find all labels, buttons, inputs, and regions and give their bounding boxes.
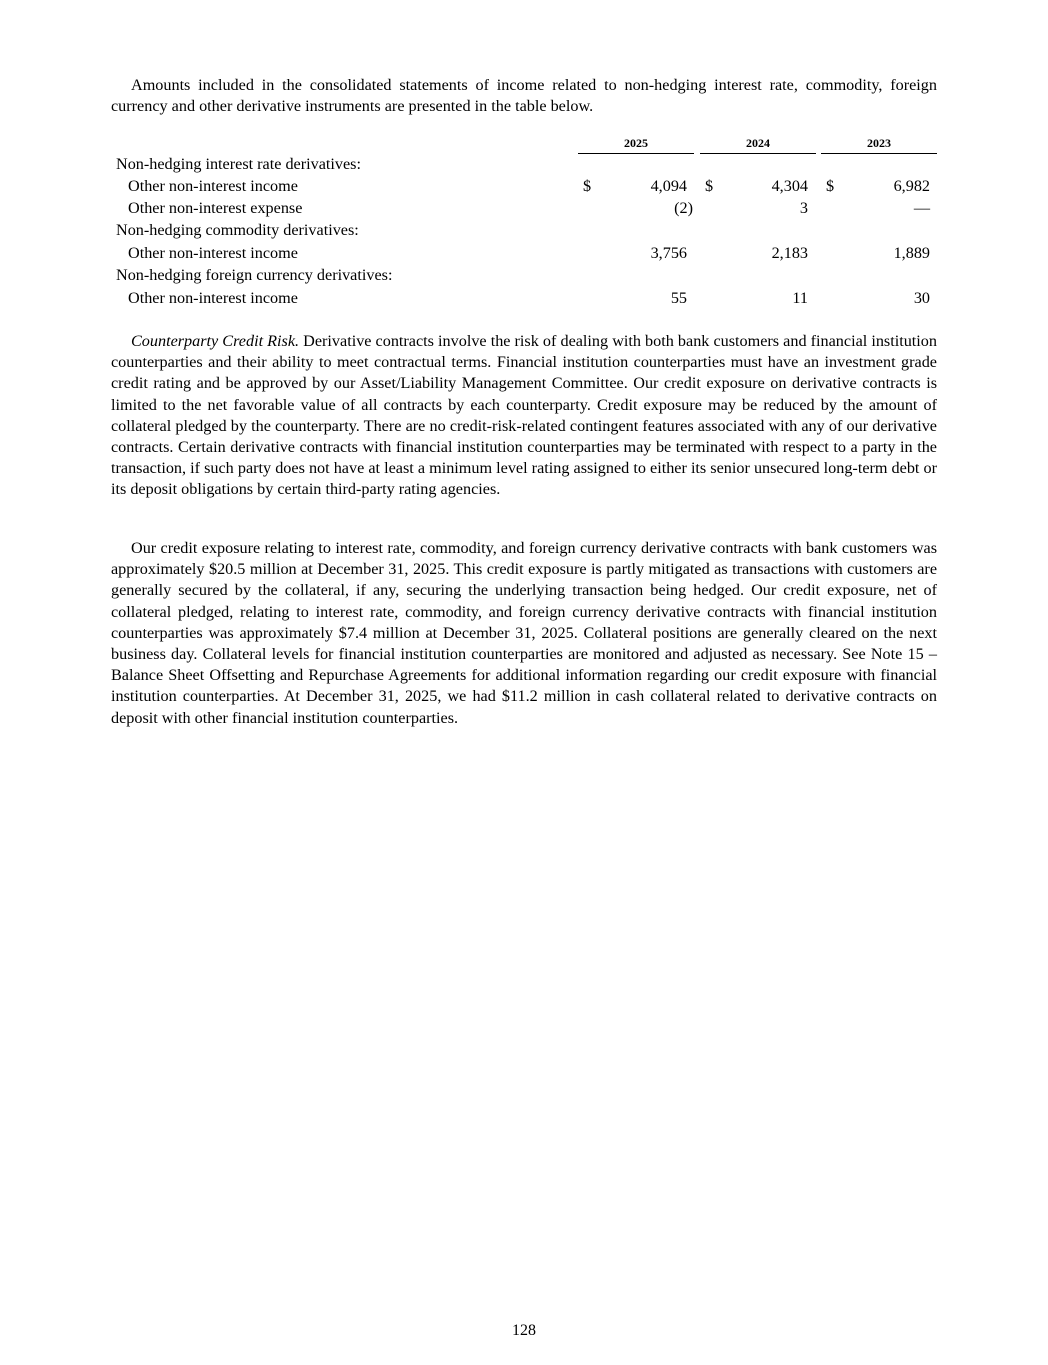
year-header-2025: 2025 [578, 136, 694, 154]
row-label: Other non-interest income [128, 289, 298, 307]
year-header-2023: 2023 [821, 136, 937, 154]
table-cell: 30 [913, 289, 930, 307]
row-label: Other non-interest income [128, 244, 298, 262]
table-cell: 4,094 [650, 177, 687, 195]
section-heading-foreign-currency: Non-hedging foreign currency derivatives: [116, 266, 393, 284]
page-number: 128 [512, 1322, 536, 1339]
row-label: Other non-interest income [128, 177, 298, 195]
table-cell: 1,889 [893, 244, 930, 262]
year-header-2024: 2024 [700, 136, 816, 154]
counterparty-title: Counterparty Credit Risk. [131, 332, 300, 350]
counterparty-credit-risk-paragraph [111, 331, 937, 501]
table-cell: 6,982 [893, 177, 930, 195]
section-heading-commodity: Non-hedging commodity derivatives: [116, 221, 359, 239]
credit-exposure-paragraph: Our credit exposure relating to interest rate, commodity, and foreign currency derivative contracts with bank customers was approximately $20.5 million at December 31, 2025. This credit exposure is partly mitigated as transactions with customers are generally secured by the collateral, if any, securing the underlying transaction being hedged. Our credit exposure, net of collateral pledged, relating to interest rate, commodity, and foreign currency derivative contracts with financial institution counterparties was approximately $7.4 million at December 31, 2025. Collateral positions are generally cleared on the next business day. Collateral levels for financial institution counterparties are monitored and adjusted as necessary. See Note 15 – Balance Sheet Offsetting and Repurchase Agreements for additional information regarding our credit exposure with financial institution counterparties. At December 31, 2025, we had $11.2 million in cash collateral related to derivative contracts on deposit with other financial institution counterparties. [111, 539, 937, 727]
currency-symbol: $ [583, 177, 592, 195]
table-cell: 3,756 [650, 244, 687, 262]
table-cell: 4,304 [771, 177, 808, 195]
table-cell: — [913, 199, 930, 217]
table-cell: 3 [799, 199, 808, 217]
table-cell: (2) [674, 199, 693, 217]
currency-symbol: $ [705, 177, 714, 195]
row-label: Other non-interest expense [128, 199, 303, 217]
currency-symbol: $ [826, 177, 835, 195]
intro-paragraph: Amounts included in the consolidated statements of income related to non-hedging interest rate, commodity, foreign currency and other derivative instruments are presented in the table below. [111, 76, 937, 116]
table-cell: 11 [792, 289, 808, 307]
counterparty-body: Derivative contracts involve the risk of dealing with both bank customers and financial institution counterparties and their ability to meet contractual terms. Financial institution counterparties must have an investment grade credit rating and be approved by our Asset/Liability Management Committee. Our credit exposure on derivative contracts is limited to the net favorable value of all contracts by each counterparty. Credit exposure may be reduced by the amount of collateral pledged by the counterparty. There are no credit-risk-related contingent features associated with any of our derivative contracts. Certain derivative contracts with financial institution counterparties may be terminated with respect to a party in the transaction, if such party does not have at least a minimum level rating assigned to either its senior unsecured long-term debt or its deposit obligations by certain third-party rating agencies. [111, 332, 937, 499]
section-heading-interest-rate: Non-hedging interest rate derivatives: [116, 155, 361, 173]
table-cell: 55 [670, 289, 687, 307]
table-cell: 2,183 [771, 244, 808, 262]
